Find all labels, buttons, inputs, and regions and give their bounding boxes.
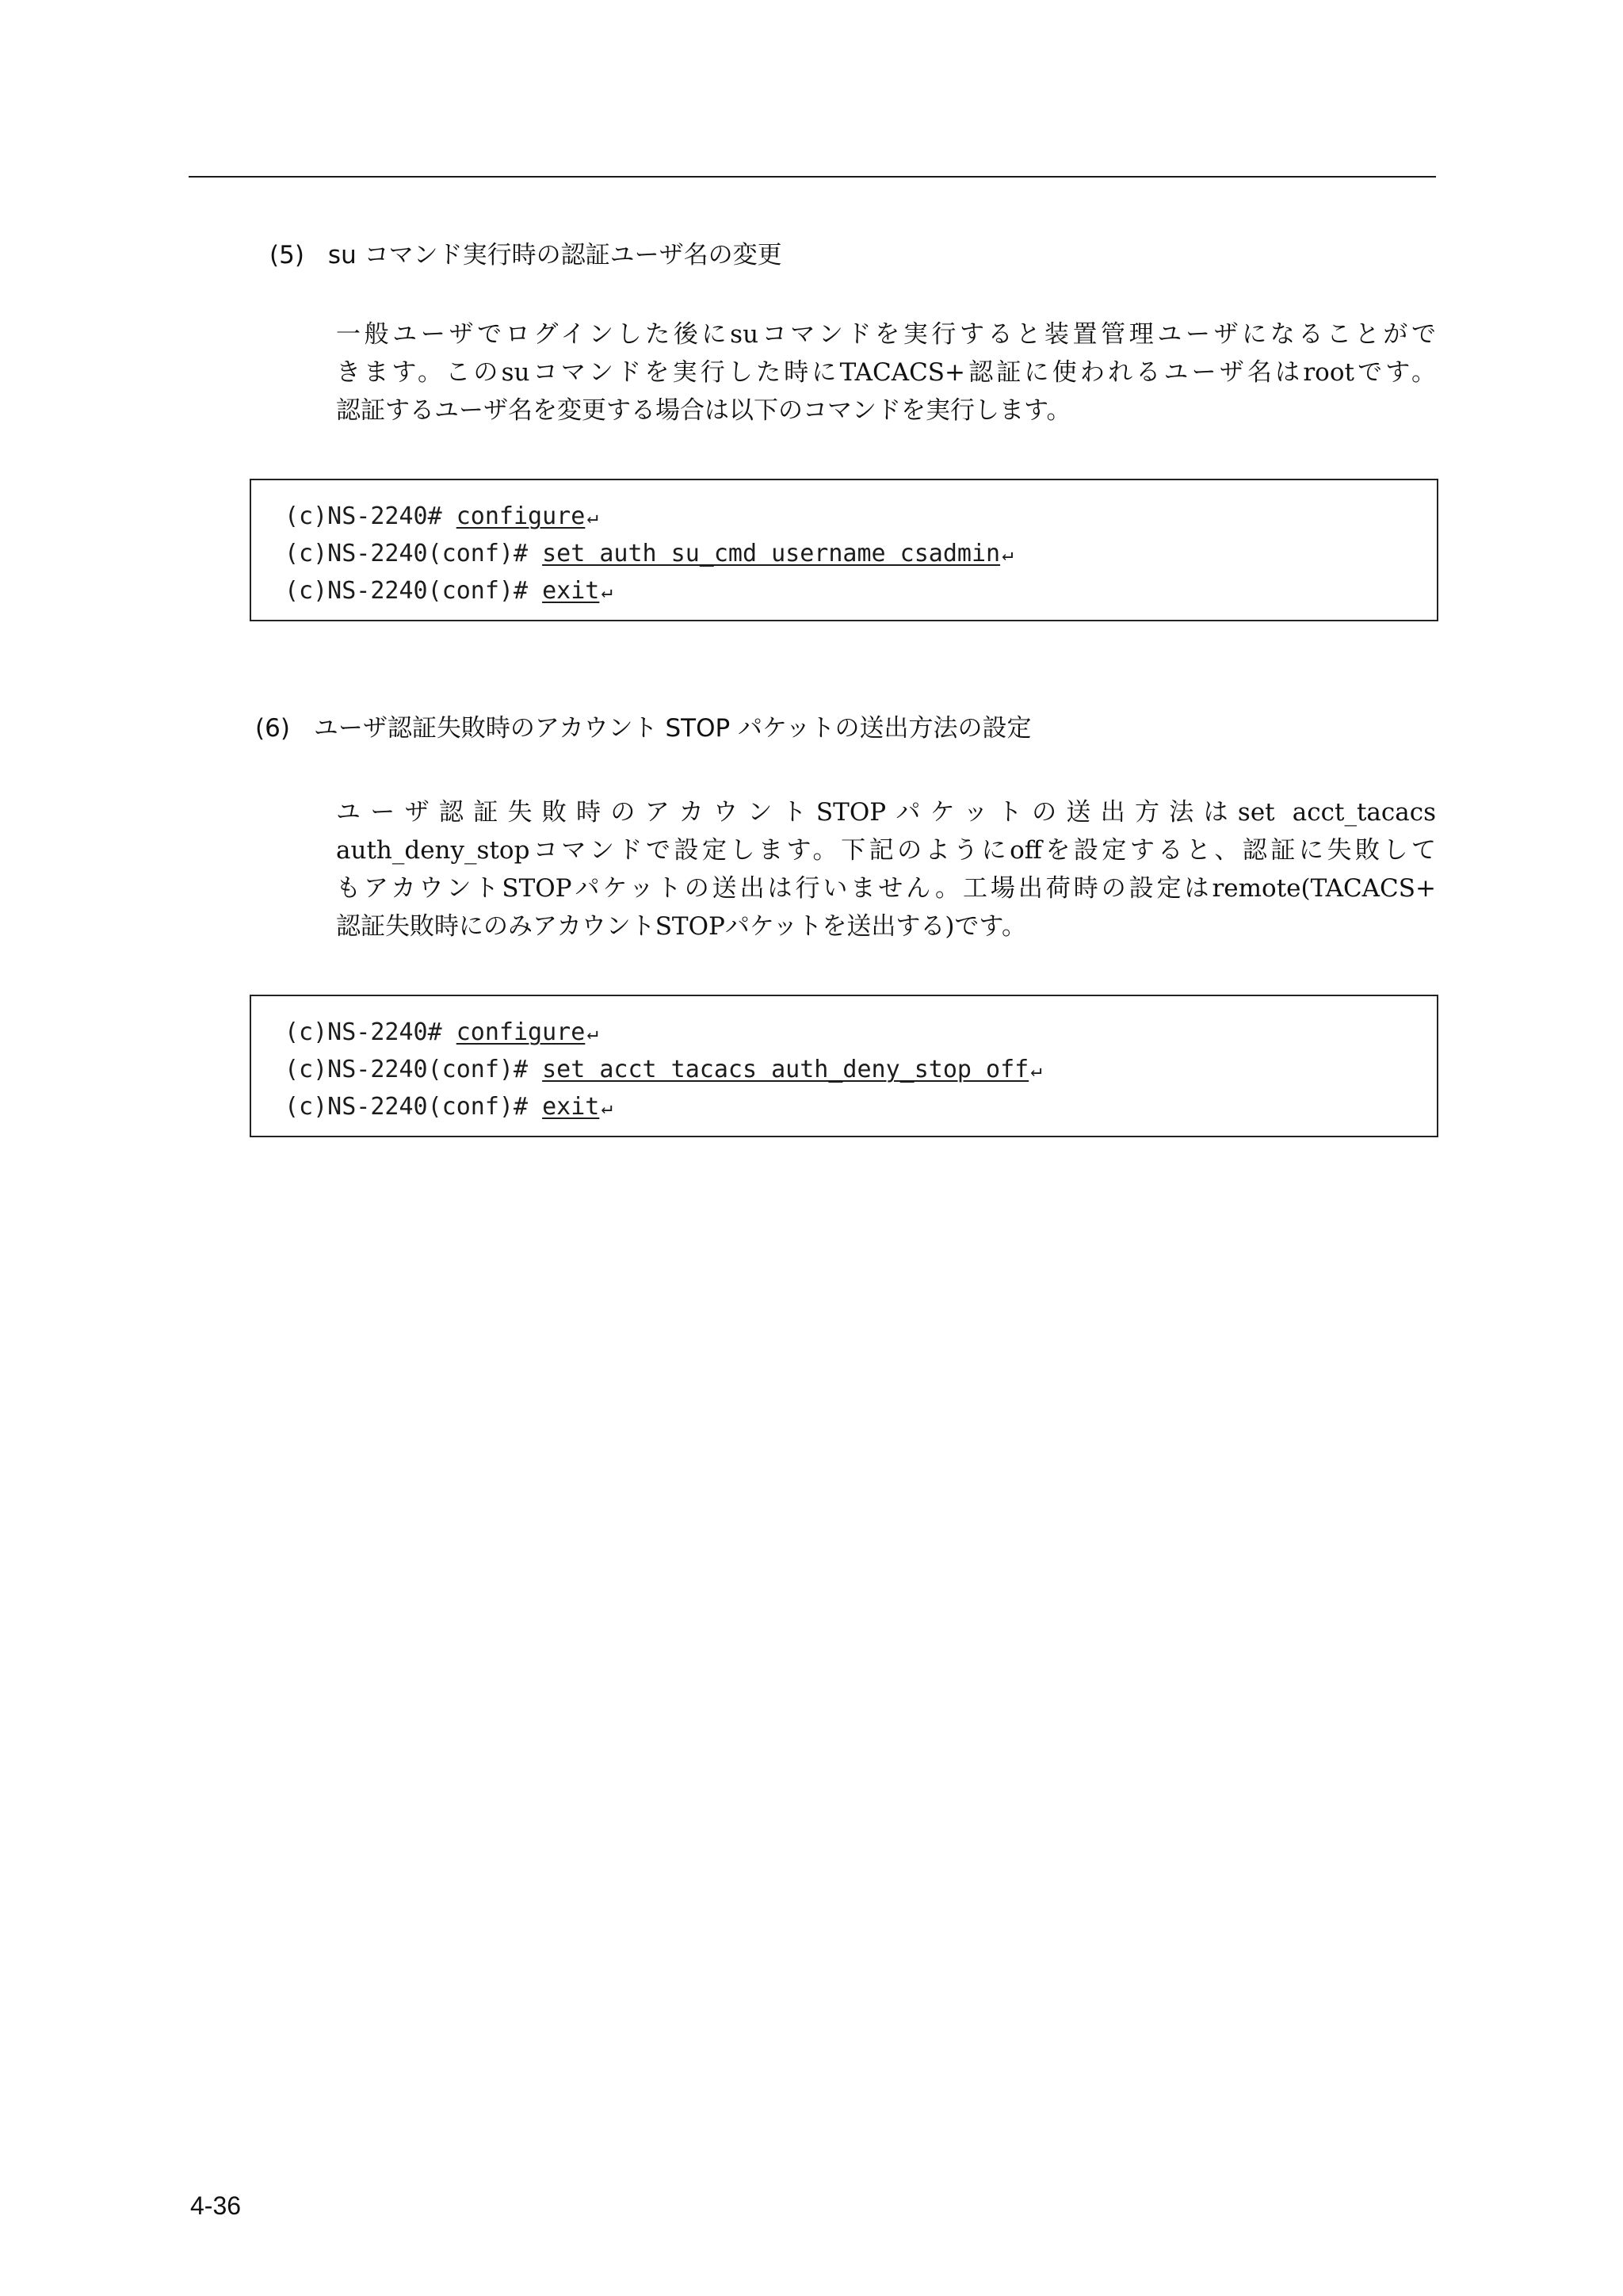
command-input: configure↵ [456,502,614,530]
paragraph-line: 認証するユーザ名を変更する場合は以下のコマンドを実行します。 [336,396,1071,425]
command-input: set auth su_cmd username csadmin↵ [542,540,1029,567]
command-line [285,501,614,533]
section-5-heading [269,239,782,271]
header-rule [189,176,1436,178]
enter-icon: ↵ [586,506,598,528]
command-prompt: (c)NS-2240# [285,502,456,530]
command-line [285,575,628,607]
paragraph-line: auth_deny_stopコマンドで設定します。下記のようにoffを設定すると、認証に失敗して [336,836,1436,865]
command-input: exit↵ [542,1093,628,1121]
command-prompt: (c)NS-2240(conf)# [285,1093,543,1121]
section-6-heading [255,712,1031,744]
section-5-number: (5) [269,241,304,269]
paragraph-line: もアカウントSTOPパケットの送出は行いません。工場出荷時の設定はremote(TACACS+ [336,874,1436,903]
command-prompt: (c)NS-2240# [285,1018,456,1046]
paragraph-line: 認証失敗時にのみアカウントSTOPパケットを送出する)です。 [336,912,1026,941]
enter-icon: ↵ [601,1096,613,1118]
command-prompt: (c)NS-2240(conf)# [285,577,543,605]
command-line [285,1054,1058,1086]
section-6-title: ユーザ認証失敗時のアカウント STOP パケットの送出方法の設定 [313,714,1032,743]
section-5-command-box [250,479,1438,621]
section-5-title: su コマンド実行時の認証ユーザ名の変更 [327,241,782,269]
enter-icon: ↵ [601,580,613,602]
command-line [285,1091,628,1123]
command-line [285,1017,614,1049]
enter-icon: ↵ [586,1022,598,1044]
page-number: 4-36 [190,2191,242,2220]
enter-icon: ↵ [1030,1059,1042,1081]
section-5-paragraph [336,315,1436,430]
section-6-command-box [250,995,1438,1137]
paragraph-line: ユーザ認証失敗時のアカウントSTOPパケットの送出方法はset acct_tacacs [336,798,1436,827]
command-input: exit↵ [542,577,628,605]
paragraph-line: きます。このsuコマンドを実行した時にTACACS+認証に使われるユーザ名はrootです。 [336,358,1436,387]
command-line [285,538,1029,570]
enter-icon: ↵ [1002,543,1014,565]
section-6-number: (6) [255,714,290,743]
command-prompt: (c)NS-2240(conf)# [285,540,543,567]
paragraph-line: 一般ユーザでログインした後にsuコマンドを実行すると装置管理ユーザになることがで [336,320,1436,349]
command-prompt: (c)NS-2240(conf)# [285,1056,543,1083]
section-6-paragraph [336,793,1436,946]
command-input: set acct tacacs auth_deny_stop off↵ [542,1056,1058,1083]
command-input: configure↵ [456,1018,614,1046]
